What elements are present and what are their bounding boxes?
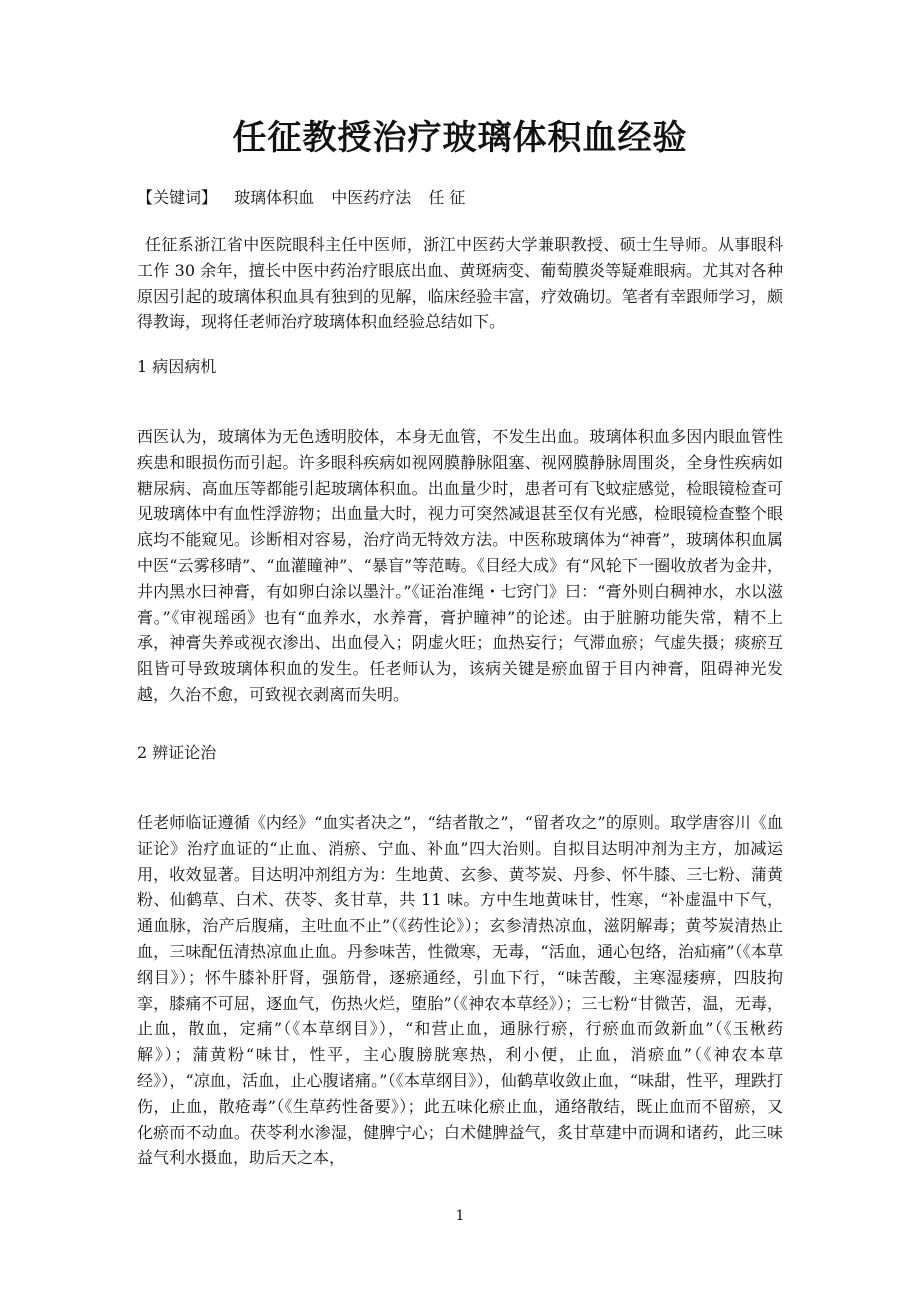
section-heading: 1 病因病机 [137,357,217,376]
section-heading: 2 辨证论治 [137,743,217,762]
keyword-item: 中医药疗法 [331,188,412,207]
keyword-item: 任 征 [428,188,466,207]
page-number: 1 [455,1208,465,1224]
intro-paragraph: 任征系浙江省中医院眼科主任中医师，浙江中医药大学兼职教授、硕士生导师。从事眼科工作 30 余年，擅长中医中药治疗眼底出血、黄斑病变、葡萄膜炎等疑难眼病。尤其对各种原因引起的玻璃体积血具有独到的见解，临床经验丰富，疗效确切。笔者有幸跟师学习，颇得教诲，现将任老师治疗玻璃体积血经验总结如下。 [137,235,783,332]
keyword-item: 玻璃体积血 [234,188,315,207]
keywords-label: 【关键词】 [137,188,218,207]
section-body: 任老师临证遵循《内经》“血实者决之”，“结者散之”，“留者攻之”的原则。取学唐容川《血证论》治疗血证的“止血、消瘀、宁血、补血”四大治则。自拟目达明冲剂为主方，加减运用，收效显著。目达明冲剂组方为：生地黄、玄参、黄芩炭、丹参、怀牛膝、三七粉、蒲黄粉、仙鹤草、白术、茯苓、炙甘草，共 11 味。方中生地黄味甘，性寒，“补虚温中下气，通血脉，治产后腹痛，主吐血不止”（《药性论》）；玄参清热凉血，滋阴解毒；黄芩炭清热止血，三味配伍清热凉血止血。丹参味苦，性微寒，无毒，“活血，通心包络，治疝痛”（《本草纲目》）；怀牛膝补肝肾，强筋骨，逐瘀通经，引血下行，“味苦酸，主寒湿痿痹，四肢拘挛，膝痛不可屈，逐血气，伤热火烂，堕胎”（《神农本草经》）；三七粉“甘微苦，温，无毒，止血，散血，定痛”（《本草纲目》），“和营止血，通脉行瘀，行瘀血而敛新血”（《玉楸药解》）；蒲黄粉“味甘，性平，主心腹膀胱寒热，利小便，止血，消瘀血”（《神农本草经》），“凉血，活血，止心腹诸痛。”（《本草纲目》），仙鹤草收敛止血，“味甜，性平，理跌打伤，止血，散疮毒”（《生草药性备要》）；此五味化瘀止血，通络散结，既止血而不留瘀，又化瘀而不动血。茯苓利水渗湿，健脾宁心；白术健脾益气，炙甘草建中而调和诸药，此三味益气利水摄血，助后天之本， [137,813,783,1168]
page-title: 任征教授治疗玻璃体积血经验 [232,118,688,158]
keywords-line [137,185,477,208]
section-body: 西医认为，玻璃体为无色透明胶体，本身无血管，不发生出血。玻璃体积血多因内眼血管性疾患和眼损伤而引起。许多眼科疾病如视网膜静脉阻塞、视网膜静脉周围炎，全身性疾病如糖尿病、高血压等都能引起玻璃体积血。出血量少时，患者可有飞蚊症感觉，检眼镜检查可见玻璃体中有血性浮游物；出血量大时，视力可突然减退甚至仅有光感，检眼镜检查整个眼底均不能窥见。诊断相对容易，治疗尚无特效方法。中医称玻璃体为“神膏”，玻璃体积血属中医“云雾移晴”、“血灌瞳神”、“暴盲”等范畴。《目经大成》有“风轮下一圈收放者为金井，井内黑水曰神膏，有如卵白涂以墨汁。”《证治准绳・七窍门》曰：“膏外则白稠神水，水以滋膏。”《审视瑶函》也有“血养水，水养膏，膏护瞳神”的论述。由于脏腑功能失常，精不上承，神膏失养或视衣渗出、出血侵入；阴虚火旺；血热妄行；气滞血瘀；气虚失摄；痰瘀互阻皆可导致玻璃体积血的发生。任老师认为，该病关键是瘀血留于目内神膏，阻碍神光发越，久治不愈，可致视衣剥离而失明。 [137,427,783,704]
